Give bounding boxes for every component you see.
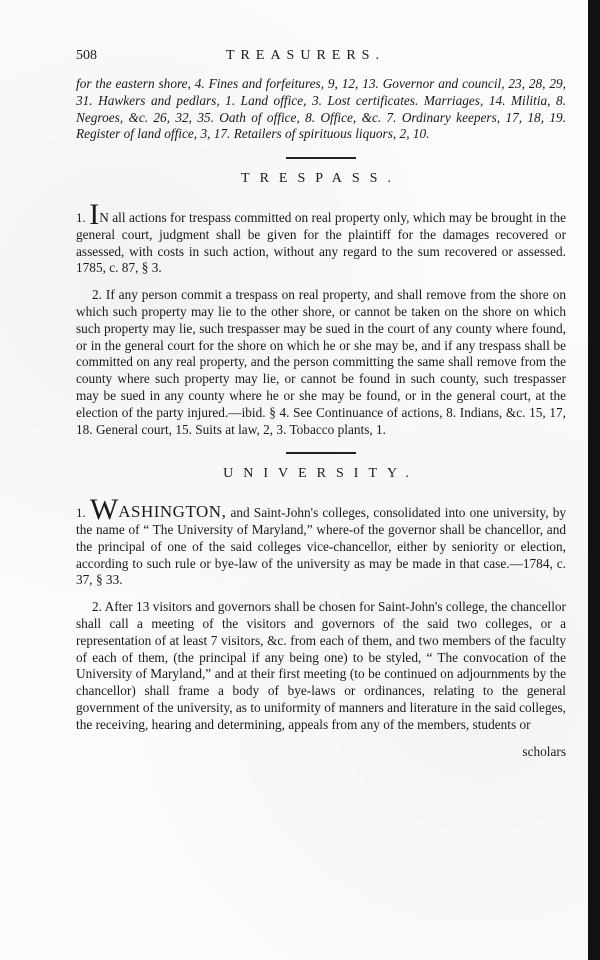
university-paragraph-1 [76,493,566,589]
drop-cap: I [89,197,100,231]
catchword: scholars [522,743,566,759]
page-header [76,48,566,68]
paragraph-text: N all actions for trespass committed on real property only, which may be brought in the general court, judgment shall be given for the plaintiff for the damages recovered or assessed, with costs in such action, without any regard to the sum recovered or assessed. 1785, c. 87, § 3. [76,209,566,276]
scan-edge-shadow [588,0,600,960]
trespass-paragraph-2: 2. If any person commit a trespass on real property, and shall remove from the shore on which such property may lie to the other shore, or cannot be taken on the shore on which such property may lie, such trespasser may be sued in the court of any county where found, or in the general court for the shore on which he or she may be, and if any trespass shall be committed on any real property, and the person committing the same shall remove from the county where such property may lie, or cannot be found in such county, such trespasser may be sued in any county where he or she may be found, or in the general court, at the election of the party injured.—ibid. § 4. See Continuance of actions, 8. Indians, &c. 15, 17, 18. General court, 15. Suits at law, 2, 3. Tobacco plants, 1. [76,287,566,437]
section-divider [286,452,356,454]
section-divider [286,157,356,159]
page-number: 508 [76,48,97,63]
paragraph-text: and Saint-John's colleges, consolidated into one university, by the name of “ The University of Maryland,” where-of the governor shall be chancellor, and the principal of one of the said colleges vice-chancellor, either by seniority or election, according to such rule or bye-law of the university as may be made in that case.—1784, c. 37, § 33. [76,505,566,588]
paragraph-number: 1. [76,209,86,225]
running-head: TREASURERS. [226,48,385,63]
trespass-paragraph-1 [76,197,566,277]
university-paragraph-2: 2. After 13 visitors and governors shall be chosen for Saint-John's college, the chancellor shall call a meeting of the visitors and governors of the said two colleges, or a representation of at least 7 visitors, &c. from each of them, and two members of the faculty of each of them, (the principal if any being one) to be styled, “ The convocation of the University of Maryland,” and at their first meeting (to be continued on adjournments by the chancellor) shall frame a body of bye-laws or ordinances, relating to the general government of the university, as to uniformity of manners and literature in the said colleges, the receiving, hearing and determining, appeals from any of the members, students or [76,599,566,732]
drop-cap: W [89,493,119,527]
section-title-trespass: TRESPASS. [241,171,401,187]
page-content [76,48,566,760]
section-title-university: UNIVERSITY. [223,466,419,482]
cross-reference-index: for the eastern shore, 4. Fines and forfeitures, 9, 12, 13. Governor and council, 23, 28, 29, 31. Hawkers and pedlars, 1. Land office, 3. Lost certificates. Marriages, 14. Militia, 8. Negroes, &c. 26, 32, 35. Oath of office, 8. Office, &c. 7. Ordinary keepers, 17, 18, 19. Register of land office, 3, 17. Retailers of spirituous liquors, 2, 10. [76,76,566,142]
paragraph-number: 1. [76,505,86,521]
small-caps-word: ASHINGTON, [118,502,227,522]
